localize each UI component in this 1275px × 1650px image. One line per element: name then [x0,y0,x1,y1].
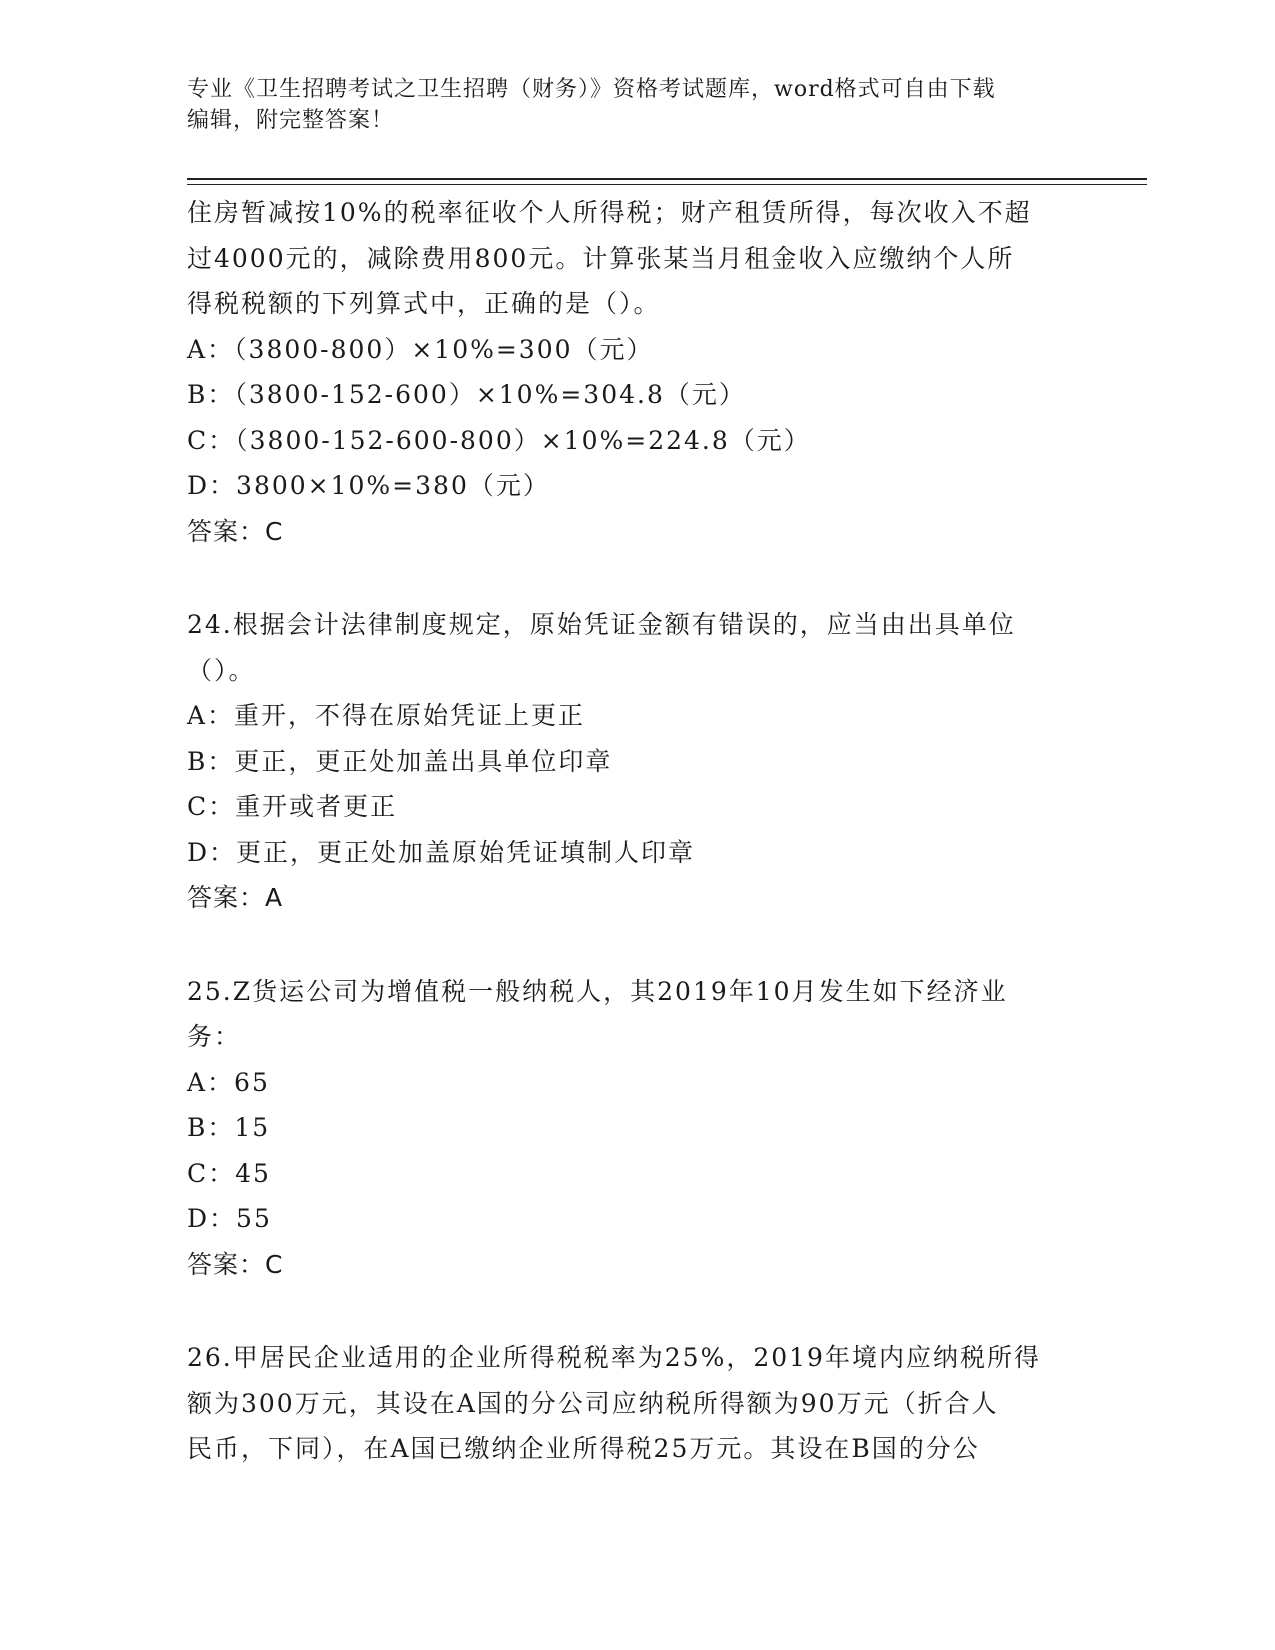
header-line-2: 编辑，附完整答案！ [187,108,395,133]
answer: 答案：C [187,516,284,546]
spacer [187,554,1087,602]
document-header [187,74,1087,136]
header-line-1: 专业《卫生招聘考试之卫生招聘（财务）》资格考试题库，word格式可自由下载 [187,77,996,102]
question-text-line: （）。 [187,655,256,685]
question-text-line: 务： [187,1022,242,1051]
header-rule-thin [187,184,1147,185]
question-26 [187,1335,1087,1472]
question-content [187,190,1087,1472]
option-d: D：3800×10%=380（元） [187,471,550,500]
option-a: A：65 [187,1067,270,1097]
question-text-line: 25.Z货运公司为增值税一般纳税人，其2019年10月发生如下经济业 [187,976,1008,1006]
spacer [187,921,1087,969]
question-text-line: 过4000元的，减除费用800元。计算张某当月租金收入应缴纳个人所 [187,243,1015,273]
option-b: B：15 [187,1113,271,1142]
option-c: C：45 [187,1158,271,1188]
question-text-line: 得税税额的下列算式中，正确的是（）。 [187,289,661,318]
option-d: D：更正，更正处加盖原始凭证填制人印章 [187,837,696,867]
spacer [187,1287,1087,1335]
question-text-line: 民币，下同），在A国已缴纳企业所得税25万元。其设在B国的分公 [187,1434,980,1463]
option-a: A：（3800-800）×10%=300（元） [187,334,654,364]
question-text-line: 24.根据会计法律制度规定，原始凭证金额有错误的，应当由出具单位 [187,610,1016,639]
option-d: D：55 [187,1204,272,1233]
question-text-line: 额为300万元，其设在A国的分公司应纳税所得额为90万元（折合人 [187,1388,999,1418]
answer: 答案：A [187,883,284,912]
option-b: B：（3800-152-600）×10%=304.8（元） [187,380,746,409]
question-text-line: 26.甲居民企业适用的企业所得税税率为25%，2019年境内应纳税所得 [187,1343,1041,1372]
question-text-line: 住房暂减按10%的税率征收个人所得税；财产租赁所得，每次收入不超 [187,198,1032,227]
option-c: C：（3800-152-600-800）×10%=224.8（元） [187,425,811,455]
option-c: C：重开或者更正 [187,792,398,821]
option-a: A：重开，不得在原始凭证上更正 [187,701,586,730]
question-23 [187,190,1087,554]
question-25 [187,969,1087,1288]
header-rule-thick [187,178,1147,180]
question-24 [187,602,1087,921]
answer: 答案：C [187,1249,284,1279]
option-b: B：更正，更正处加盖出具单位印章 [187,746,613,776]
